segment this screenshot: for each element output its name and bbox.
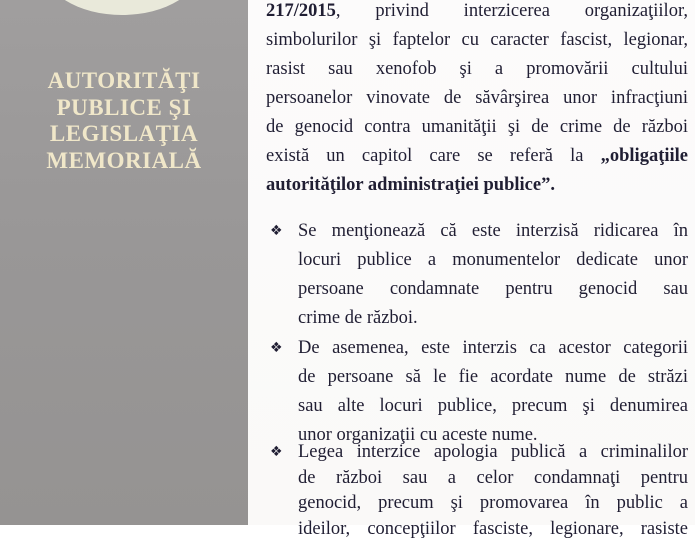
- intro-paragraph: [266, 0, 688, 200]
- bullet-text: [298, 334, 688, 450]
- text-line: de război sau a celor condamnaţi pentru: [298, 466, 688, 492]
- text-line: [266, 55, 688, 84]
- bullet-diamond-icon: ❖: [266, 217, 298, 333]
- text-line: de persoane să le fie acordate nume de străzi: [298, 363, 688, 392]
- bullet-text: [298, 217, 688, 333]
- text-line: [266, 171, 688, 200]
- bullet-item: [266, 334, 688, 450]
- text-line: sau alte locuri publice, precum şi denumirea: [298, 392, 688, 421]
- text-line: [266, 0, 688, 26]
- bullet-diamond-icon: ❖: [266, 440, 298, 542]
- text-line: ideilor, concepţiilor fasciste, legionare, rasiste: [298, 517, 688, 542]
- text-segment: simbolurilor şi faptelor cu caracter fascist, legionar,: [266, 30, 688, 50]
- text-line: [266, 26, 688, 55]
- title-line: LEGISLAŢIA: [8, 121, 240, 148]
- text-segment: rasist sau xenofob şi a promovării cultului: [266, 59, 688, 79]
- text-line: Se menţionează că este interzisă ridicarea în: [298, 217, 688, 246]
- text-line: Legea interzice apologia publică a criminalilor: [298, 440, 688, 466]
- decorative-ellipse: [42, 0, 202, 15]
- text-segment: , privind interzicerea organizaţiilor,: [336, 1, 688, 21]
- text-segment: persoanelor vinovate de săvârşirea unor infracţiuni: [266, 88, 688, 108]
- text-line: persoane condamnate pentru genocid sau: [298, 275, 688, 304]
- bold-text-segment: „obligaţiile: [601, 146, 688, 166]
- slide-title: [8, 68, 240, 174]
- title-line: AUTORITĂŢI: [8, 68, 240, 95]
- text-line: crime de război.: [298, 304, 688, 333]
- text-line: locuri publice a monumentelor dedicate unor: [298, 246, 688, 275]
- bullet-item: [266, 440, 688, 542]
- text-line: unor organizaţii cu aceste nume.: [298, 421, 688, 450]
- text-line: [266, 84, 688, 113]
- text-line: [266, 142, 688, 171]
- text-segment: există un capitol care se referă la: [266, 146, 601, 166]
- text-segment: de genocid contra umanităţii şi de crime de război: [266, 117, 688, 137]
- title-line: PUBLICE ŞI: [8, 95, 240, 122]
- bold-text-segment: 217/2015: [266, 1, 336, 21]
- bullet-item: [266, 217, 688, 333]
- bullet-diamond-icon: ❖: [266, 334, 298, 450]
- sidebar: [0, 0, 248, 525]
- text-line: genocid, precum şi promovarea în public a: [298, 491, 688, 517]
- bullet-text: [298, 440, 688, 542]
- content-area: [248, 0, 695, 525]
- text-line: [266, 113, 688, 142]
- title-line: MEMORIALĂ: [8, 148, 240, 175]
- bullet-list: [266, 217, 688, 542]
- bold-text-segment: autorităţilor administraţiei publice”.: [266, 175, 555, 195]
- text-line: De asemenea, este interzis ca acestor categorii: [298, 334, 688, 363]
